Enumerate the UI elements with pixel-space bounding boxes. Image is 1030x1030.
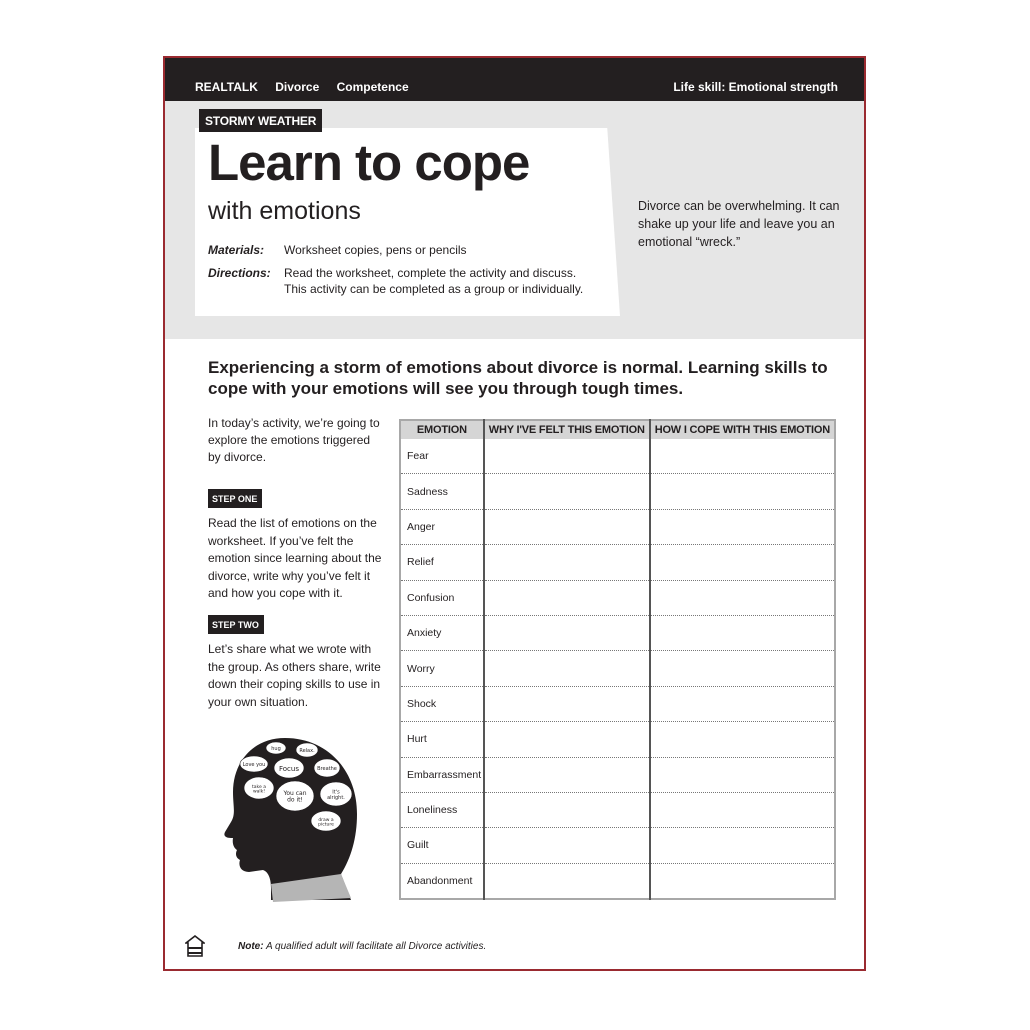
table-row	[400, 580, 835, 615]
table-row	[400, 828, 835, 863]
life-skill-label: Life skill: Emotional strength	[673, 80, 838, 94]
how-cope-cell[interactable]	[650, 474, 835, 509]
how-cope-cell[interactable]	[650, 615, 835, 650]
table-row	[400, 722, 835, 757]
step-two-tag: STEP TWO	[208, 615, 264, 634]
table-row	[400, 439, 835, 474]
emotion-cell: Loneliness	[400, 792, 484, 827]
why-felt-cell[interactable]	[484, 757, 650, 792]
header-how-cope: HOW I COPE WITH THIS EMOTION	[650, 420, 835, 439]
table-row	[400, 686, 835, 721]
emotion-cell: Hurt	[400, 722, 484, 757]
how-cope-cell[interactable]	[650, 686, 835, 721]
bubble-you-can-do-it: You can do it!	[283, 790, 307, 804]
table-header-row	[400, 420, 835, 439]
header-why-felt: WHY I'VE FELT THIS EMOTION	[484, 420, 650, 439]
bubble-its-alright: It's alright.	[327, 789, 345, 801]
why-felt-cell[interactable]	[484, 509, 650, 544]
how-cope-cell[interactable]	[650, 828, 835, 863]
table-row	[400, 651, 835, 686]
how-cope-cell[interactable]	[650, 722, 835, 757]
home-logo-icon	[185, 935, 205, 957]
why-felt-cell[interactable]	[484, 863, 650, 899]
why-felt-cell[interactable]	[484, 828, 650, 863]
step-one-tag: STEP ONE	[208, 489, 262, 508]
emotion-cell: Worry	[400, 651, 484, 686]
why-felt-cell[interactable]	[484, 686, 650, 721]
nav-realtalk: REALTALK	[195, 80, 258, 94]
why-felt-cell[interactable]	[484, 615, 650, 650]
breadcrumb	[195, 80, 423, 94]
step-one-text: Read the list of emotions on the worksheet. If you’ve felt the emotion since learning about the divorce, write why you’ve felt it and how you cope with it.	[208, 516, 382, 600]
page-title: Learn to cope	[208, 134, 530, 191]
note-label: Note:	[238, 941, 264, 952]
emotion-cell: Abandonment	[400, 863, 484, 899]
emotion-cell: Confusion	[400, 580, 484, 615]
how-cope-cell[interactable]	[650, 863, 835, 899]
bubble-breathe: Breathe	[317, 766, 337, 772]
bubble-focus: Focus	[279, 765, 299, 773]
directions-label: Directions:	[208, 266, 271, 280]
head-silhouette-illustration	[223, 734, 363, 904]
nav-divorce: Divorce	[275, 80, 320, 94]
headline: Experiencing a storm of emotions about divorce is normal. Learning skills to cope with your emotions will see you through tough times.	[208, 358, 828, 398]
emotion-cell: Relief	[400, 545, 484, 580]
top-bar	[165, 58, 864, 101]
how-cope-cell[interactable]	[650, 580, 835, 615]
how-cope-cell[interactable]	[650, 792, 835, 827]
intro-text: In today’s activity, we’re going to explore the emotions triggered by divorce.	[208, 416, 380, 464]
how-cope-cell[interactable]	[650, 651, 835, 686]
table-row	[400, 757, 835, 792]
emotion-cell: Shock	[400, 686, 484, 721]
emotion-cell: Guilt	[400, 828, 484, 863]
why-felt-cell[interactable]	[484, 722, 650, 757]
how-cope-cell[interactable]	[650, 545, 835, 580]
page-subtitle: with emotions	[208, 197, 361, 225]
bubble-hug: hug	[271, 746, 281, 752]
header-emotion: EMOTION	[400, 420, 484, 439]
hero-section	[165, 101, 864, 339]
worksheet-page	[163, 56, 866, 971]
why-felt-cell[interactable]	[484, 439, 650, 474]
emotion-cell: Sadness	[400, 474, 484, 509]
note-text: A qualified adult will facilitate all Divorce activities.	[263, 941, 487, 952]
emotion-cell: Embarrassment	[400, 757, 484, 792]
table-row	[400, 863, 835, 899]
nav-competence: Competence	[336, 80, 409, 94]
hero-blurb: Divorce can be overwhelming. It can shake up your life and leave you an emotional “wreck.”	[638, 199, 840, 249]
table-row	[400, 474, 835, 509]
bubble-draw-a-picture: draw a picture	[318, 817, 334, 828]
how-cope-cell[interactable]	[650, 439, 835, 474]
table-row	[400, 545, 835, 580]
bubble-relax: Relax.	[299, 748, 315, 754]
why-felt-cell[interactable]	[484, 474, 650, 509]
step-two-text: Let’s share what we wrote with the group. As others share, write down their coping skills to use in your own situation.	[208, 642, 381, 709]
bubble-love-you: Love you	[242, 762, 266, 768]
table-row	[400, 615, 835, 650]
directions-value: Read the worksheet, complete the activity and discuss. This activity can be completed as a group or individually.	[284, 266, 584, 296]
why-felt-cell[interactable]	[484, 792, 650, 827]
materials-label: Materials:	[208, 243, 265, 257]
how-cope-cell[interactable]	[650, 509, 835, 544]
emotion-worksheet-table	[399, 419, 836, 900]
emotion-cell: Fear	[400, 439, 484, 474]
footer-note	[238, 941, 486, 952]
section-tag: STORMY WEATHER	[199, 109, 322, 132]
bubble-take-a-walk: take a walk!	[252, 784, 266, 795]
emotion-cell: Anger	[400, 509, 484, 544]
emotion-cell: Anxiety	[400, 615, 484, 650]
how-cope-cell[interactable]	[650, 757, 835, 792]
table-row	[400, 792, 835, 827]
why-felt-cell[interactable]	[484, 580, 650, 615]
why-felt-cell[interactable]	[484, 651, 650, 686]
materials-value: Worksheet copies, pens or pencils	[284, 243, 467, 257]
table-row	[400, 509, 835, 544]
why-felt-cell[interactable]	[484, 545, 650, 580]
